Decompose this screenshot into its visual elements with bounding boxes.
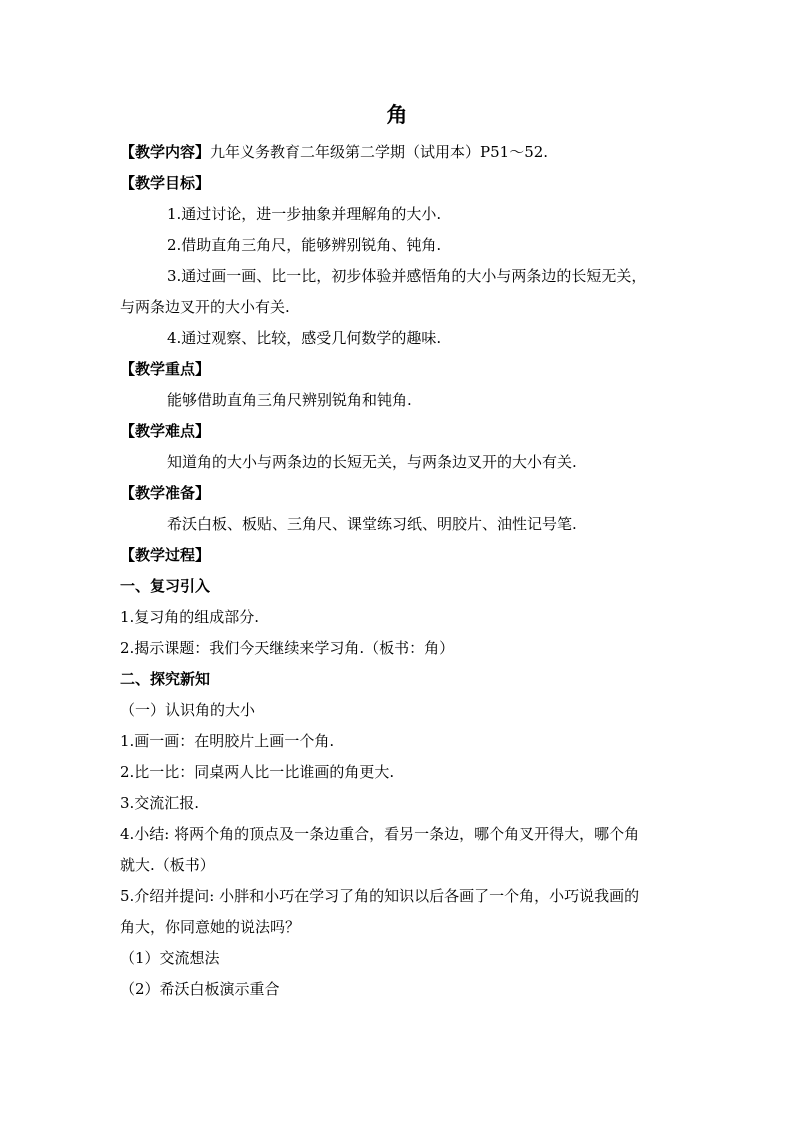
part2-subheading: （一）认识角的大小 xyxy=(120,701,256,719)
teaching-content-heading: 【教学内容】 xyxy=(120,143,211,161)
teaching-goals-heading: 【教学目标】 xyxy=(120,174,211,192)
goal-item: 1.通过讨论，进一步抽象并理解角的大小. xyxy=(167,205,442,223)
goal-item-continued: 与两条边叉开的大小有关. xyxy=(120,298,290,316)
teaching-prep-text: 希沃白板、板贴、三角尺、课堂练习纸、明胶片、油性记号笔. xyxy=(167,515,577,533)
teaching-key-heading: 【教学重点】 xyxy=(120,360,211,378)
teaching-key-text: 能够借助直角三角尺辨别锐角和钝角. xyxy=(167,391,412,409)
part2-item: 5.介绍并提问: 小胖和小巧在学习了角的知识以后各画了一个角，小巧说我画的 xyxy=(120,887,640,905)
teaching-content-line xyxy=(120,137,680,168)
goal-item: 4.通过观察、比较，感受几何数学的趣味. xyxy=(167,329,442,347)
document-body xyxy=(120,137,680,1005)
teaching-content-text: 九年义务教育二年级第二学期（试用本）P51～52. xyxy=(210,143,549,161)
part1-item: 2.揭示课题：我们今天继续来学习角.（板书：角） xyxy=(120,639,455,657)
part2-heading: 二、探究新知 xyxy=(120,670,211,688)
part2-item-continued: 就大.（板书） xyxy=(120,856,215,874)
part2-item: 3.交流汇报. xyxy=(120,794,200,812)
part2-item: 2.比一比：同桌两人比一比谁画的角更大. xyxy=(120,763,395,781)
part1-item: 1.复习角的组成部分. xyxy=(120,608,260,626)
page-title: 角 xyxy=(386,103,408,127)
teaching-prep-heading: 【教学准备】 xyxy=(120,484,211,502)
teaching-difficulty-heading: 【教学难点】 xyxy=(120,422,211,440)
part1-heading: 一、复习引入 xyxy=(120,577,211,595)
part2-item-continued: 角大，你同意她的说法吗？ xyxy=(120,918,301,936)
teaching-difficulty-text: 知道角的大小与两条边的长短无关，与两条边叉开的大小有关. xyxy=(167,453,577,471)
part2-subitem: （2）希沃白板演示重合 xyxy=(120,980,280,998)
part2-item: 1.画一画：在明胶片上画一个角. xyxy=(120,732,335,750)
goal-item: 2.借助直角三角尺，能够辨别锐角、钝角. xyxy=(167,236,442,254)
goal-item: 3.通过画一画、比一比，初步体验并感悟角的大小与两条边的长短无关， xyxy=(167,267,647,285)
part2-item: 4.小结: 将两个角的顶点及一条边重合，看另一条边，哪个角叉开得大，哪个角 xyxy=(120,825,640,843)
teaching-process-heading: 【教学过程】 xyxy=(120,546,211,564)
part2-subitem: （1）交流想法 xyxy=(120,949,220,967)
